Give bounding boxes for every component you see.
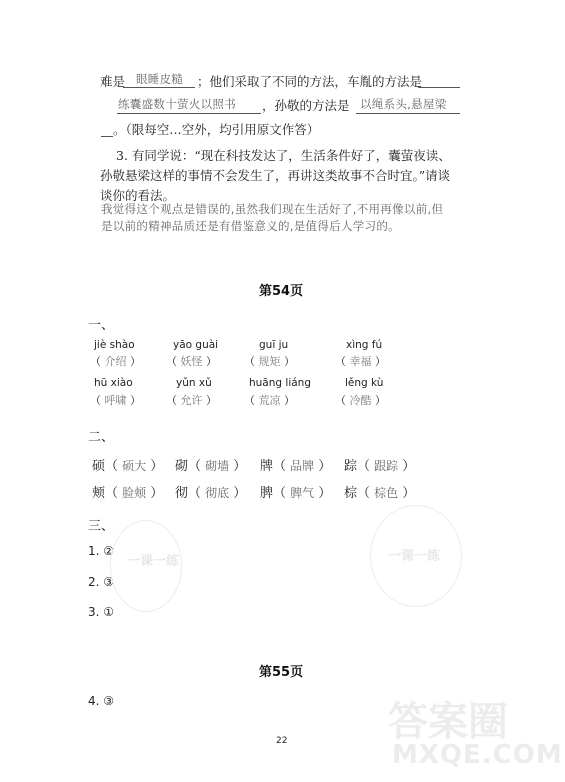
answer-item: 2. ③ xyxy=(88,575,115,589)
char-word-item: 踪（ 跟踪 ） xyxy=(344,459,416,474)
watermark-text: 一课一练 xyxy=(388,549,441,564)
answer-blank xyxy=(117,113,261,114)
pinyin-answer: （ 幸福 ） xyxy=(335,355,386,368)
pinyin-answer: （ 妖怪 ） xyxy=(166,355,217,368)
answer-blank xyxy=(356,113,460,114)
char-word-item: 棕（ 棕色 ） xyxy=(344,486,416,501)
pinyin-item: huāng liáng xyxy=(249,377,311,389)
q3-line2: 孙敬悬梁这样的事情不会发生了，再讲这类故事不合时宜。”请谈 xyxy=(100,168,451,183)
pinyin-answer: （ 荒凉 ） xyxy=(244,394,295,407)
char-word-item: 彻（ 彻底 ） xyxy=(175,486,247,501)
q-line3-suffix: 。（限每空…空外，均引用原文作答） xyxy=(113,122,320,137)
section-3-label: 三、 xyxy=(88,519,115,534)
handwritten-answer-line2: 是以前的精神品质还是有借鉴意义的,是值得后人学习的。 xyxy=(101,219,400,233)
char-word-item: 颊（ 脸颊 ） xyxy=(92,486,164,501)
pinyin-item: xìng fú xyxy=(346,339,383,351)
page55-title: 第55页 xyxy=(259,665,304,680)
pinyin-item: jiè shào xyxy=(94,339,135,351)
pinyin-item: guī ju xyxy=(259,339,289,351)
watermark-text: 一课一练 xyxy=(127,554,180,569)
q-line1-prefix: 难是 xyxy=(100,74,126,89)
pinyin-item: hū xiào xyxy=(94,377,133,389)
answer-text: 练囊盛数十萤火以照书 xyxy=(118,97,236,111)
pinyin-item: lěng kù xyxy=(345,377,384,389)
char-word-item: 牌（ 品牌 ） xyxy=(260,459,332,474)
pinyin-answer: （ 介绍 ） xyxy=(90,355,141,368)
pinyin-answer: （ 冷酷 ） xyxy=(335,394,386,407)
q-line2-mid: ，孙敬的方法是 xyxy=(262,98,350,113)
pinyin-item: yǔn xǔ xyxy=(176,377,212,389)
handwritten-answer-line1: 我觉得这个观点是错误的,虽然我们现在生活好了,不用再像以前,但 xyxy=(101,202,444,216)
q3-line1: 3. 有同学说：“现在科技发达了，生活条件好了，囊萤夜读、 xyxy=(116,148,451,163)
watermark-logo: 答案圈 xyxy=(388,699,508,745)
page54-title: 第54页 xyxy=(259,284,304,299)
pinyin-answer: （ 呼啸 ） xyxy=(90,394,141,407)
answer-blank xyxy=(101,136,113,137)
q3-line3: 谈你的看法。 xyxy=(100,188,176,203)
answer-blank xyxy=(123,87,195,88)
pinyin-answer: （ 规矩 ） xyxy=(244,355,295,368)
char-word-item: 硕（ 硕大 ） xyxy=(92,459,164,474)
answer-item: 4. ③ xyxy=(88,694,115,708)
answer-text: 以绳系头,悬屋梁 xyxy=(360,97,447,111)
page-number: 22 xyxy=(276,736,288,746)
answer-item: 1. ② xyxy=(88,544,115,558)
q-line1-mid: ；他们采取了不同的方法，车胤的方法是 xyxy=(197,74,423,89)
pinyin-item: yāo guài xyxy=(173,339,219,351)
char-word-item: 砌（ 砌墙 ） xyxy=(175,459,247,474)
answer-text: 眼睡皮糙 xyxy=(136,72,184,86)
char-word-item: 脾（ 脾气 ） xyxy=(260,486,332,501)
answer-item: 3. ① xyxy=(88,605,115,619)
pinyin-answer: （ 允许 ） xyxy=(166,394,217,407)
answer-blank xyxy=(418,87,460,88)
section-2-label: 二、 xyxy=(88,430,115,445)
section-1-label: 一、 xyxy=(88,318,115,333)
watermark-url: MXQE.COM xyxy=(392,740,563,770)
